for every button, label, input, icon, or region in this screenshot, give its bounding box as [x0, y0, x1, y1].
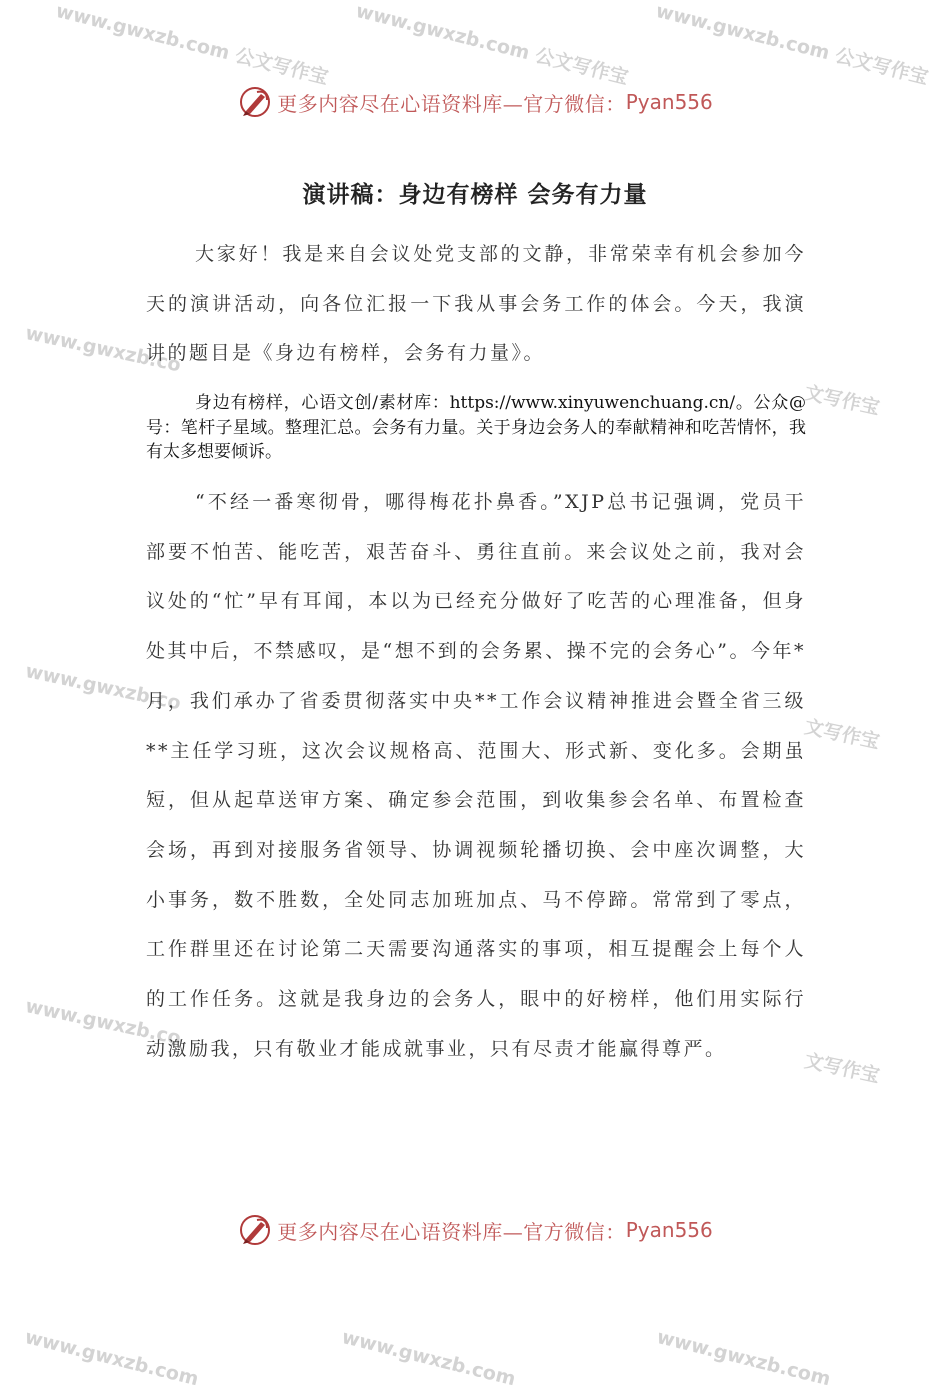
- watermark-short-site: www.gwxzb.co: [23, 322, 183, 377]
- watermark-top-3: [653, 0, 931, 90]
- watermark-short-label: 文写作宝: [802, 715, 882, 754]
- watermark-top-1: [53, 0, 331, 90]
- watermark-label: 公文写作宝: [532, 44, 631, 89]
- watermark-short-site: www.gwxzb.co: [23, 995, 183, 1050]
- watermark-bottom-3: [655, 1326, 833, 1390]
- footer-banner: [0, 1210, 950, 1250]
- paragraph-1: 大家好！我是来自会议处党支部的文静，非常荣幸有机会参加今天的演讲活动，向各位汇报一下我从事会务工作的体会。今天，我演讲的题目是《身边有榜样，会务有力量》。: [146, 243, 806, 365]
- paragraph-1-block: [146, 230, 806, 379]
- watermark-bottom-1: [23, 1326, 201, 1390]
- document-title: 演讲稿：身边有榜样 会务有力量: [302, 181, 648, 208]
- watermark-label: 公文写作宝: [832, 44, 931, 89]
- watermark-site: www.gwxzb.com: [22, 1326, 201, 1390]
- banner-wechat-id: Pyan556: [625, 90, 713, 114]
- banner-text: 更多内容尽在心语资料库—官方微信：: [277, 91, 626, 116]
- watermark-bottom-2: [340, 1326, 518, 1390]
- watermark-top-2: [353, 0, 631, 90]
- paragraph-3: “不经一番寒彻骨，哪得梅花扑鼻香。”XJP总书记强调，党员干部要不怕苦、能吃苦，艰苦奋斗、勇往直前。来会议处之前，我对会议处的“忙”早有耳闻，本以为已经充分做好了吃苦的心理准备，但身处其中后，不禁感叹，是“想不到的会务累、操不完的会务心”。今年*月，我们承办了省委贯彻落实中央**工作会议精神推进会暨全省三级**主任学习班，这次会议规格高、范围大、形式新、变化多。会期虽短，但从起草送审方案、确定参会范围，到收集参会名单、布置检查会场，再到对接服务省领导、协调视频轮播切换、会中座次调整，大小事务，数不胜数，全处同志加班加点、马不停蹄。常常到了零点，工作群里还在讨论第二天需要沟通落实的事项，相互提醒会上每个人的工作任务。这就是我身边的会务人，眼中的好榜样，他们用实际行动激励我，只有敬业才能成就事业，只有尽责才能赢得尊严。: [146, 491, 806, 1060]
- watermark-right-3: [802, 1046, 882, 1088]
- watermark-site: www.gwxzb.com: [339, 1326, 518, 1390]
- pen-logo-icon: [237, 84, 273, 120]
- watermark-site: www.gwxzb.com: [653, 0, 832, 65]
- paragraph-2-block: [146, 391, 806, 465]
- watermark-site: www.gwxzb.com: [353, 0, 532, 65]
- banner-wechat-id: Pyan556: [625, 1218, 713, 1242]
- paragraph-3-block: [146, 478, 806, 1074]
- watermark-short-label: 文写作宝: [802, 1049, 882, 1088]
- header-banner: [0, 82, 950, 122]
- watermark-short-label: 文写作宝: [802, 381, 882, 420]
- pen-logo-icon: [237, 1212, 273, 1248]
- watermark-site: www.gwxzb.com: [654, 1326, 833, 1390]
- watermark-right-2: [802, 712, 882, 754]
- watermark-site: www.gwxzb.com: [53, 0, 232, 65]
- watermark-short-site: www.gwxzb.co: [23, 660, 183, 715]
- watermark-right-1: [802, 378, 882, 420]
- watermark-label: 公文写作宝: [232, 44, 331, 89]
- banner-text: 更多内容尽在心语资料库—官方微信：: [277, 1219, 626, 1244]
- paragraph-2: 身边有榜样，心语文创/素材库：https://www.xinyuwenchuang.cn/。公众@号：笔杆子星域。整理汇总。会务有力量。关于身边会务人的奉献精神和吃苦情怀，我有太多想要倾诉。: [146, 393, 806, 462]
